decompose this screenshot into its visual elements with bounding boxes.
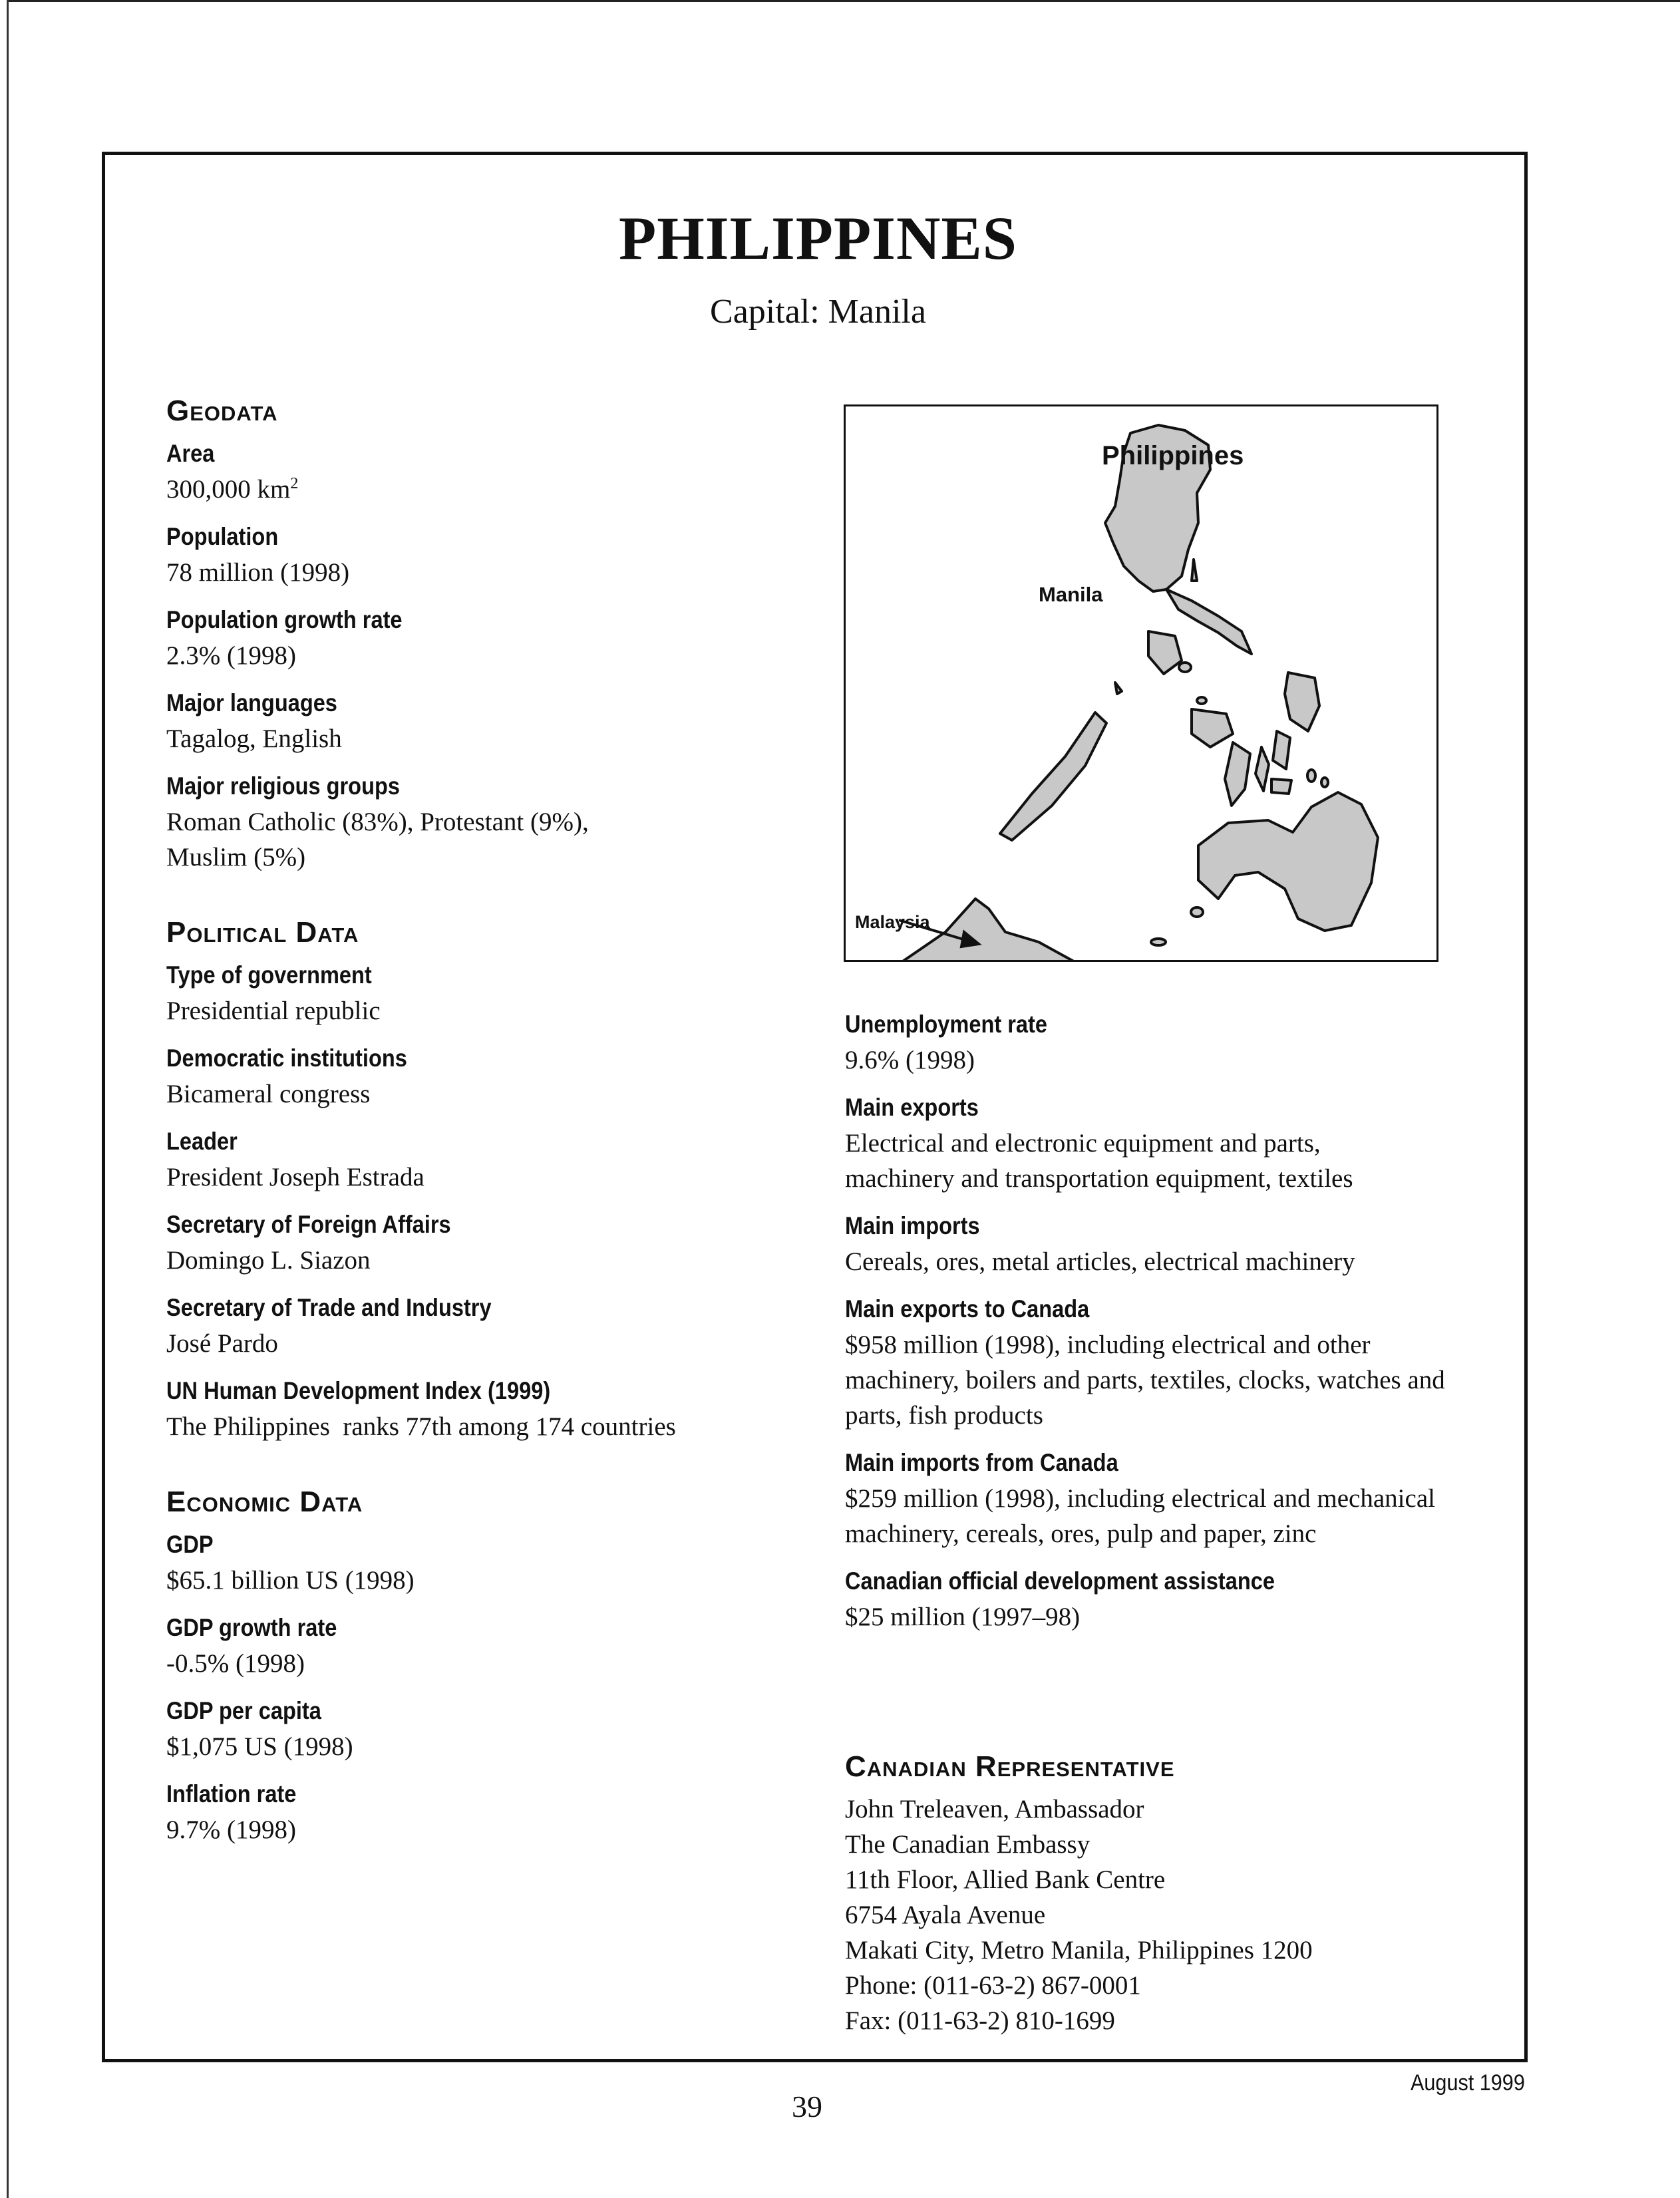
area-value — [166, 472, 865, 507]
government-label: Type of government — [166, 961, 372, 989]
hdi-field — [166, 1373, 865, 1444]
inflation-label: Inflation rate — [166, 1780, 297, 1807]
page-number: 39 — [792, 2090, 822, 2123]
page-edge-top — [7, 0, 1680, 2]
leader-value: President Joseph Estrada — [166, 1163, 424, 1191]
imports-canada-value: $259 million (1998), including electrical and mechanical machinery, cereals, ores, pulp and paper, zinc — [845, 1484, 1435, 1548]
exports-field — [845, 1090, 1510, 1196]
gdp-label: GDP — [166, 1531, 214, 1558]
population-field — [166, 519, 865, 590]
institutions-value: Bicameral congress — [166, 1080, 371, 1108]
representative-heading: Canadian Representative — [845, 1750, 1175, 1783]
gdp-growth-value: -0.5% (1998) — [166, 1649, 305, 1678]
negros-island — [1225, 742, 1250, 806]
trade-field — [166, 1290, 865, 1361]
gdp-capita-label: GDP per capita — [166, 1697, 321, 1724]
islet — [1321, 778, 1328, 787]
foreign-affairs-field — [166, 1207, 865, 1278]
panay-island — [1192, 709, 1233, 747]
population-growth-value: 2.3% (1998) — [166, 641, 296, 670]
imports-label: Main imports — [845, 1212, 980, 1239]
imports-field — [845, 1208, 1510, 1279]
representative-address-3: Makati City, Metro Manila, Philippines 1200 — [845, 1936, 1313, 1964]
institutions-label: Democratic institutions — [166, 1044, 407, 1072]
representative-section — [845, 1750, 1510, 2038]
page-title: PHILIPPINES — [619, 204, 1017, 272]
cebu-island — [1256, 747, 1269, 791]
map-graphic — [846, 406, 1438, 962]
page-edge-left — [7, 0, 9, 2198]
bicol-peninsula — [1166, 589, 1252, 654]
publication-date: August 1999 — [1411, 2070, 1525, 2096]
islet — [1151, 939, 1166, 945]
imports-canada-field — [845, 1445, 1510, 1551]
gdp-value: $65.1 billion US (1998) — [166, 1566, 415, 1595]
religion-field — [166, 768, 865, 875]
map-land — [899, 425, 1378, 962]
unemployment-value: 9.6% (1998) — [845, 1046, 975, 1074]
gdp-growth-label: GDP growth rate — [166, 1614, 337, 1641]
map-country-label: Philippines — [1102, 441, 1244, 470]
oda-field — [845, 1563, 1510, 1635]
islet — [1191, 907, 1203, 917]
area-field — [166, 436, 865, 507]
leader-field — [166, 1124, 865, 1195]
population-growth-label: Population growth rate — [166, 606, 403, 633]
islet — [1307, 770, 1315, 782]
inflation-field — [166, 1776, 865, 1847]
islet — [1197, 697, 1206, 704]
geodata-heading: Geodata — [166, 394, 278, 427]
exports-canada-field — [845, 1291, 1510, 1433]
government-value: Presidential republic — [166, 997, 381, 1025]
islet — [1192, 559, 1197, 581]
population-growth-field — [166, 602, 865, 673]
representative-name: John Treleaven, Ambassador — [845, 1795, 1144, 1823]
government-field — [166, 957, 865, 1028]
gdp-capita-field — [166, 1693, 865, 1764]
gdp-growth-field — [166, 1610, 865, 1681]
islet — [1179, 663, 1191, 672]
economic-heading: Economic Data — [166, 1486, 363, 1518]
map-city-label: Manila — [1039, 583, 1103, 606]
trade-value: José Pardo — [166, 1329, 278, 1358]
fact-sheet-frame — [102, 152, 1528, 2062]
philippines-map — [844, 404, 1438, 962]
economic-section — [166, 1486, 865, 1847]
political-heading: Political Data — [166, 916, 359, 949]
bohol-island — [1271, 779, 1291, 794]
exports-canada-value: $958 million (1998), including electrical and other machinery, boilers and parts, textiles, clocks, watches and parts, fish products — [845, 1331, 1445, 1430]
population-label: Population — [166, 523, 279, 550]
representative-address-1: 11th Floor, Allied Bank Centre — [845, 1865, 1166, 1894]
exports-label: Main exports — [845, 1094, 979, 1121]
mindoro-island — [1148, 631, 1182, 674]
gdp-field — [166, 1527, 865, 1598]
right-column — [845, 1007, 1510, 1647]
gdp-capita-value: $1,075 US (1998) — [166, 1732, 353, 1761]
geodata-section — [166, 394, 865, 875]
oda-value: $25 million (1997–98) — [845, 1603, 1081, 1631]
imports-value: Cereals, ores, metal articles, electrical machinery — [845, 1247, 1355, 1276]
languages-label: Major languages — [166, 689, 337, 716]
left-column — [166, 394, 865, 1889]
representative-address-2: 6754 Ayala Avenue — [845, 1901, 1046, 1929]
political-section — [166, 916, 865, 1444]
oda-label: Canadian official development assistance — [845, 1567, 1275, 1595]
leyte-island — [1273, 731, 1290, 769]
foreign-affairs-label: Secretary of Foreign Affairs — [166, 1211, 451, 1238]
capital-line: Capital: Manila — [710, 293, 926, 331]
foreign-affairs-value: Domingo L. Siazon — [166, 1246, 371, 1275]
population-value: 78 million (1998) — [166, 558, 350, 587]
samar-island — [1285, 673, 1319, 731]
hdi-value: The Philippines ranks 77th among 174 countries — [166, 1412, 676, 1441]
islet — [1115, 683, 1122, 694]
palawan-island — [1000, 712, 1106, 840]
religion-label: Major religious groups — [166, 772, 400, 800]
area-label: Area — [166, 440, 215, 467]
unemployment-label: Unemployment rate — [845, 1011, 1047, 1038]
area-number: 300,000 km — [166, 475, 291, 504]
representative-fax: Fax: (011-63-2) 810-1699 — [845, 2006, 1115, 2035]
unemployment-field — [845, 1007, 1510, 1078]
area-superscript: 2 — [290, 475, 299, 492]
languages-field — [166, 685, 865, 756]
hdi-label: UN Human Development Index (1999) — [166, 1377, 551, 1404]
religion-value: Roman Catholic (83%), Protestant (9%), Muslim (5%) — [166, 808, 589, 871]
leader-label: Leader — [166, 1128, 238, 1155]
map-neighbor-label: Malaysia — [855, 912, 930, 932]
representative-phone: Phone: (011-63-2) 867-0001 — [845, 1971, 1141, 2000]
inflation-value: 9.7% (1998) — [166, 1815, 296, 1844]
languages-value: Tagalog, English — [166, 724, 342, 753]
trade-label: Secretary of Trade and Industry — [166, 1294, 492, 1321]
mindanao-island — [1198, 792, 1378, 931]
institutions-field — [166, 1040, 865, 1112]
exports-value: Electrical and electronic equipment and parts, machinery and transportation equipment, textiles — [845, 1129, 1353, 1193]
exports-canada-label: Main exports to Canada — [845, 1295, 1090, 1323]
representative-office: The Canadian Embassy — [845, 1830, 1091, 1859]
imports-canada-label: Main imports from Canada — [845, 1449, 1118, 1476]
